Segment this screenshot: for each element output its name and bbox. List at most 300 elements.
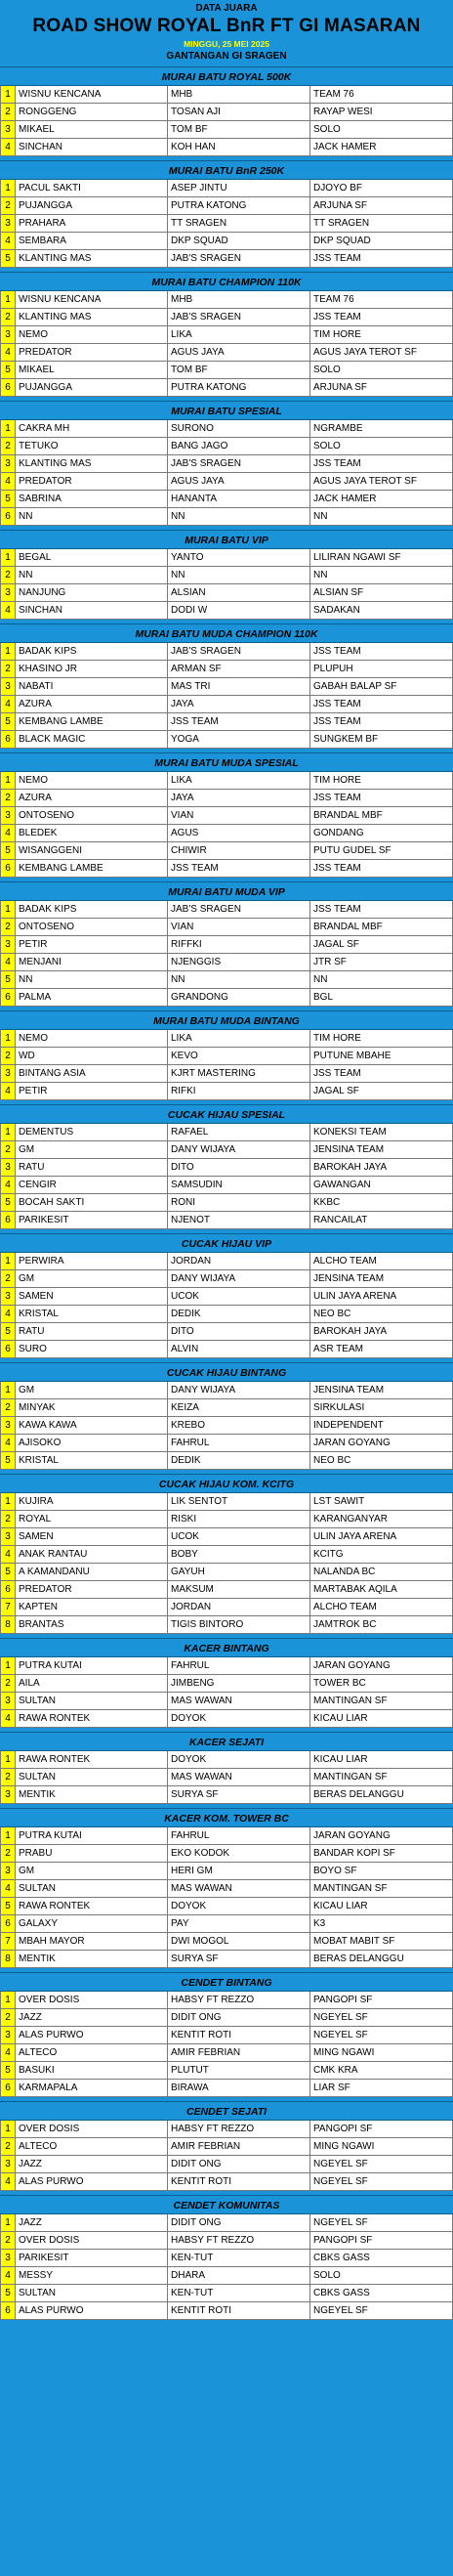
bird-name-cell: PREDATOR — [16, 344, 168, 362]
team-cell: BAROKAH JAYA — [310, 1323, 453, 1341]
bird-name-cell: KEMBANG LAMBE — [16, 713, 168, 731]
team-cell: JENSINA TEAM — [310, 1141, 453, 1159]
table-row — [0, 1511, 453, 1528]
table-row — [0, 197, 453, 215]
owner-cell: JSS TEAM — [168, 713, 310, 731]
team-cell: KKBC — [310, 1194, 453, 1212]
rank-cell: 5 — [0, 971, 16, 989]
team-cell: TEAM 76 — [310, 291, 453, 309]
team-cell: KONEKSI TEAM — [310, 1124, 453, 1141]
table-row — [0, 954, 453, 971]
result-section — [0, 1474, 453, 1634]
owner-cell: DOYOK — [168, 1751, 310, 1769]
rank-cell: 6 — [0, 1581, 16, 1599]
result-section — [0, 1732, 453, 1804]
table-row — [0, 1452, 453, 1470]
table-row — [0, 1083, 453, 1100]
rank-cell: 4 — [0, 1177, 16, 1194]
team-cell: MING NGAWI — [310, 2044, 453, 2062]
table-row — [0, 1382, 453, 1399]
bird-name-cell: BASUKI — [16, 2062, 168, 2080]
owner-cell: NN — [168, 508, 310, 526]
table-row — [0, 2062, 453, 2080]
section-title: MURAI BATU MUDA BINTANG — [0, 1010, 453, 1030]
bird-name-cell: WISNU KENCANA — [16, 86, 168, 104]
bird-name-cell: NEMO — [16, 326, 168, 344]
bird-name-cell: SAMEN — [16, 1288, 168, 1306]
rank-cell: 5 — [0, 2285, 16, 2302]
bird-name-cell: BADAK KIPS — [16, 901, 168, 919]
owner-cell: MAS WAWAN — [168, 1693, 310, 1710]
bird-name-cell: KLANTING MAS — [16, 309, 168, 326]
rank-cell: 2 — [0, 2138, 16, 2156]
bird-name-cell: SULTAN — [16, 1693, 168, 1710]
table-row — [0, 309, 453, 326]
table-row — [0, 1323, 453, 1341]
rank-cell: 6 — [0, 731, 16, 749]
owner-cell: SAMSUDIN — [168, 1177, 310, 1194]
bird-name-cell: KEMBANG LAMBE — [16, 860, 168, 878]
owner-cell: KJRT MASTERING — [168, 1065, 310, 1083]
rank-cell: 1 — [0, 1751, 16, 1769]
owner-cell: BOBY — [168, 1546, 310, 1564]
bird-name-cell: TETUKO — [16, 438, 168, 455]
bird-name-cell: BOCAH SAKTI — [16, 1194, 168, 1212]
team-cell: BERAS DELANGGU — [310, 1951, 453, 1968]
bird-name-cell: ROYAL — [16, 1511, 168, 1528]
section-title: CENDET SEJATI — [0, 2101, 453, 2121]
team-cell: NEO BC — [310, 1452, 453, 1470]
result-section — [0, 623, 453, 749]
bird-name-cell: JAZZ — [16, 2009, 168, 2027]
rank-cell: 3 — [0, 455, 16, 473]
owner-cell: LIKA — [168, 1030, 310, 1048]
table-row — [0, 2214, 453, 2232]
owner-cell: ALSIAN — [168, 584, 310, 602]
owner-cell: BANG JAGO — [168, 438, 310, 455]
result-section — [0, 272, 453, 397]
table-row — [0, 344, 453, 362]
team-cell: GONDANG — [310, 825, 453, 842]
team-cell: BANDAR KOPI SF — [310, 1845, 453, 1863]
owner-cell: SURYA SF — [168, 1786, 310, 1804]
bird-name-cell: RONGGENG — [16, 104, 168, 121]
table-row — [0, 584, 453, 602]
rank-cell: 1 — [0, 1382, 16, 1399]
bird-name-cell: MENTIK — [16, 1951, 168, 1968]
team-cell: JENSINA TEAM — [310, 1270, 453, 1288]
team-cell: NN — [310, 971, 453, 989]
rank-cell: 4 — [0, 2173, 16, 2191]
section-title: CUCAK HIJAU KOM. KCITG — [0, 1474, 453, 1493]
bird-name-cell: MIKAEL — [16, 362, 168, 379]
rank-cell: 3 — [0, 326, 16, 344]
table-row — [0, 1657, 453, 1675]
rank-cell: 1 — [0, 1253, 16, 1270]
section-title: MURAI BATU ROYAL 500K — [0, 66, 453, 86]
rank-cell: 4 — [0, 344, 16, 362]
team-cell: SUNGKEM BF — [310, 731, 453, 749]
owner-cell: DIDIT ONG — [168, 2214, 310, 2232]
section-title: MURAI BATU MUDA SPESIAL — [0, 752, 453, 772]
rank-cell: 2 — [0, 1511, 16, 1528]
rank-cell: 3 — [0, 1159, 16, 1177]
table-row — [0, 508, 453, 526]
owner-cell: LIKA — [168, 772, 310, 790]
bird-name-cell: PERWIRA — [16, 1253, 168, 1270]
bird-name-cell: ONTOSENO — [16, 919, 168, 936]
header-label: DATA JUARA — [195, 3, 258, 14]
bird-name-cell: JAZZ — [16, 2214, 168, 2232]
team-cell: JSS TEAM — [310, 250, 453, 268]
bird-name-cell: MENTIK — [16, 1786, 168, 1804]
rank-cell: 6 — [0, 989, 16, 1007]
table-row — [0, 1751, 453, 1769]
owner-cell: TOSAN AJI — [168, 104, 310, 121]
table-row — [0, 661, 453, 678]
table-row — [0, 139, 453, 156]
bird-name-cell: WD — [16, 1048, 168, 1065]
bird-name-cell: RAWA RONTEK — [16, 1898, 168, 1915]
rank-cell: 6 — [0, 860, 16, 878]
rank-cell: 3 — [0, 1065, 16, 1083]
bird-name-cell: AZURA — [16, 790, 168, 807]
bird-name-cell: PETIR — [16, 936, 168, 954]
table-row — [0, 1493, 453, 1511]
rank-cell: 1 — [0, 420, 16, 438]
table-row — [0, 790, 453, 807]
rank-cell: 1 — [0, 180, 16, 197]
owner-cell: JORDAN — [168, 1253, 310, 1270]
owner-cell: CHIWIR — [168, 842, 310, 860]
owner-cell: DEDIK — [168, 1306, 310, 1323]
bird-name-cell: MESSY — [16, 2267, 168, 2285]
owner-cell: JORDAN — [168, 1599, 310, 1616]
owner-cell: MAS TRI — [168, 678, 310, 696]
rank-cell: 3 — [0, 1693, 16, 1710]
bird-name-cell: RAWA RONTEK — [16, 1751, 168, 1769]
bird-name-cell: ANAK RANTAU — [16, 1546, 168, 1564]
table-row — [0, 1141, 453, 1159]
bird-name-cell: PUJANGGA — [16, 379, 168, 397]
rank-cell: 4 — [0, 473, 16, 491]
owner-cell: TOM BF — [168, 362, 310, 379]
owner-cell: KOH HAN — [168, 139, 310, 156]
table-row — [0, 678, 453, 696]
team-cell: GABAH BALAP SF — [310, 678, 453, 696]
rank-cell: 5 — [0, 1564, 16, 1581]
owner-cell: LIK SENTOT — [168, 1493, 310, 1511]
team-cell: NGEYEL SF — [310, 2173, 453, 2191]
table-row — [0, 121, 453, 139]
team-cell: AGUS JAYA TEROT SF — [310, 344, 453, 362]
team-cell: NGEYEL SF — [310, 2009, 453, 2027]
owner-cell: NN — [168, 567, 310, 584]
team-cell: SOLO — [310, 438, 453, 455]
owner-cell: DANY WIJAYA — [168, 1382, 310, 1399]
owner-cell: DHARA — [168, 2267, 310, 2285]
page-title: ROAD SHOW ROYAL BnR FT GI MASARAN — [32, 16, 421, 36]
rank-cell: 6 — [0, 2080, 16, 2097]
bird-name-cell: KLANTING MAS — [16, 455, 168, 473]
team-cell: NGEYEL SF — [310, 2027, 453, 2044]
rank-cell: 2 — [0, 2232, 16, 2250]
rank-cell: 1 — [0, 549, 16, 567]
result-section — [0, 1010, 453, 1100]
team-cell: PUTU GUDEL SF — [310, 842, 453, 860]
owner-cell: JAB'S SRAGEN — [168, 250, 310, 268]
rank-cell: 1 — [0, 2121, 16, 2138]
team-cell: NN — [310, 508, 453, 526]
bird-name-cell: BADAK KIPS — [16, 643, 168, 661]
table-row — [0, 1270, 453, 1288]
team-cell: KICAU LIAR — [310, 1898, 453, 1915]
owner-cell: JAB'S SRAGEN — [168, 643, 310, 661]
table-row — [0, 842, 453, 860]
table-row — [0, 2044, 453, 2062]
table-row — [0, 1435, 453, 1452]
owner-cell: NN — [168, 971, 310, 989]
owner-cell: SURONO — [168, 420, 310, 438]
bird-name-cell: OVER DOSIS — [16, 2232, 168, 2250]
bird-name-cell: ALAS PURWO — [16, 2027, 168, 2044]
team-cell: NGEYEL SF — [310, 2214, 453, 2232]
owner-cell: JAYA — [168, 790, 310, 807]
bird-name-cell: ALAS PURWO — [16, 2173, 168, 2191]
team-cell: MING NGAWI — [310, 2138, 453, 2156]
rank-cell: 5 — [0, 713, 16, 731]
owner-cell: RIFFKI — [168, 936, 310, 954]
bird-name-cell: RATU — [16, 1159, 168, 1177]
rank-cell: 3 — [0, 936, 16, 954]
rank-cell: 5 — [0, 2062, 16, 2080]
bird-name-cell: KLANTING MAS — [16, 250, 168, 268]
rank-cell: 2 — [0, 104, 16, 121]
table-row — [0, 2138, 453, 2156]
team-cell: NGRAMBE — [310, 420, 453, 438]
team-cell: TIM HORE — [310, 1030, 453, 1048]
rank-cell: 1 — [0, 1124, 16, 1141]
table-row — [0, 215, 453, 233]
bird-name-cell: SAMEN — [16, 1528, 168, 1546]
bird-name-cell: PRABU — [16, 1845, 168, 1863]
bird-name-cell: KRISTAL — [16, 1306, 168, 1323]
rank-cell: 7 — [0, 1599, 16, 1616]
bird-name-cell: PETIR — [16, 1083, 168, 1100]
bird-name-cell: OVER DOSIS — [16, 2121, 168, 2138]
table-row — [0, 2080, 453, 2097]
section-title: MURAI BATU VIP — [0, 530, 453, 549]
bird-name-cell: PALMA — [16, 989, 168, 1007]
owner-cell: YOGA — [168, 731, 310, 749]
table-row — [0, 2121, 453, 2138]
table-row — [0, 180, 453, 197]
bird-name-cell: SINCHAN — [16, 602, 168, 620]
owner-cell: MAKSUM — [168, 1581, 310, 1599]
owner-cell: UCOK — [168, 1288, 310, 1306]
bird-name-cell: SEMBARA — [16, 233, 168, 250]
section-title: KACER KOM. TOWER BC — [0, 1808, 453, 1827]
team-cell: JTR SF — [310, 954, 453, 971]
owner-cell: HABSY FT REZZO — [168, 1992, 310, 2009]
owner-cell: EKO KODOK — [168, 1845, 310, 1863]
section-title: CENDET KOMUNITAS — [0, 2195, 453, 2214]
table-row — [0, 919, 453, 936]
table-row — [0, 901, 453, 919]
rank-cell: 1 — [0, 1493, 16, 1511]
owner-cell: DANY WIJAYA — [168, 1270, 310, 1288]
team-cell: PANGOPI SF — [310, 1992, 453, 2009]
bird-name-cell: RAWA RONTEK — [16, 1710, 168, 1728]
bird-name-cell: MENJANI — [16, 954, 168, 971]
owner-cell: SURYA SF — [168, 1951, 310, 1968]
table-row — [0, 438, 453, 455]
rank-cell: 6 — [0, 508, 16, 526]
table-row — [0, 1693, 453, 1710]
owner-cell: AMIR FEBRIAN — [168, 2138, 310, 2156]
table-row — [0, 1933, 453, 1951]
bird-name-cell: NN — [16, 567, 168, 584]
team-cell: JSS TEAM — [310, 713, 453, 731]
owner-cell: RONI — [168, 1194, 310, 1212]
team-cell: BERAS DELANGGU — [310, 1786, 453, 1804]
bird-name-cell: NABATI — [16, 678, 168, 696]
owner-cell: JAB'S SRAGEN — [168, 901, 310, 919]
owner-cell: ASEP JINTU — [168, 180, 310, 197]
result-section — [0, 401, 453, 526]
rank-cell: 3 — [0, 121, 16, 139]
bird-name-cell: GM — [16, 1270, 168, 1288]
table-row — [0, 2285, 453, 2302]
bird-name-cell: GM — [16, 1141, 168, 1159]
rank-cell: 3 — [0, 1417, 16, 1435]
rank-cell: 2 — [0, 567, 16, 584]
table-row — [0, 420, 453, 438]
team-cell: JARAN GOYANG — [310, 1435, 453, 1452]
results-sections — [0, 66, 453, 2320]
team-cell: TIM HORE — [310, 772, 453, 790]
bird-name-cell: KAPTEN — [16, 1599, 168, 1616]
table-row — [0, 860, 453, 878]
owner-cell: DITO — [168, 1159, 310, 1177]
team-cell: BRANDAL MBF — [310, 807, 453, 825]
table-row — [0, 1616, 453, 1634]
team-cell: SOLO — [310, 121, 453, 139]
result-section — [0, 66, 453, 156]
bird-name-cell: CAKRA MH — [16, 420, 168, 438]
bird-name-cell: BRANTAS — [16, 1616, 168, 1634]
rank-cell: 6 — [0, 1915, 16, 1933]
table-row — [0, 549, 453, 567]
table-row — [0, 1194, 453, 1212]
team-cell: MANTINGAN SF — [310, 1693, 453, 1710]
owner-cell: LIKA — [168, 326, 310, 344]
team-cell: KICAU LIAR — [310, 1710, 453, 1728]
bird-name-cell: GM — [16, 1863, 168, 1880]
rank-cell: 4 — [0, 1306, 16, 1323]
rank-cell: 2 — [0, 1675, 16, 1693]
team-cell: ULIN JAYA ARENA — [310, 1288, 453, 1306]
result-section — [0, 1362, 453, 1470]
rank-cell: 1 — [0, 772, 16, 790]
table-row — [0, 473, 453, 491]
team-cell: JSS TEAM — [310, 790, 453, 807]
rank-cell: 2 — [0, 309, 16, 326]
table-row — [0, 2027, 453, 2044]
table-row — [0, 825, 453, 842]
rank-cell: 4 — [0, 1083, 16, 1100]
bird-name-cell: NN — [16, 508, 168, 526]
bird-name-cell: WISNU KENCANA — [16, 291, 168, 309]
table-row — [0, 2173, 453, 2191]
table-row — [0, 1399, 453, 1417]
team-cell: BGL — [310, 989, 453, 1007]
team-cell: JARAN GOYANG — [310, 1657, 453, 1675]
team-cell: GAWANGAN — [310, 1177, 453, 1194]
owner-cell: KENTIT ROTI — [168, 2173, 310, 2191]
bird-name-cell: CENGIR — [16, 1177, 168, 1194]
table-row — [0, 491, 453, 508]
bird-name-cell: MIKAEL — [16, 121, 168, 139]
section-title: CUCAK HIJAU BINTANG — [0, 1362, 453, 1382]
team-cell: RANCAILAT — [310, 1212, 453, 1229]
team-cell: ARJUNA SF — [310, 379, 453, 397]
table-row — [0, 1159, 453, 1177]
owner-cell: PUTRA KATONG — [168, 197, 310, 215]
table-row — [0, 989, 453, 1007]
table-row — [0, 1124, 453, 1141]
team-cell: SOLO — [310, 2267, 453, 2285]
team-cell: JACK HAMER — [310, 139, 453, 156]
rank-cell: 2 — [0, 1399, 16, 1417]
section-title: CUCAK HIJAU SPESIAL — [0, 1104, 453, 1124]
team-cell: CBKS GASS — [310, 2250, 453, 2267]
result-section — [0, 1233, 453, 1358]
rank-cell: 6 — [0, 2302, 16, 2320]
owner-cell: KEN-TUT — [168, 2285, 310, 2302]
result-section — [0, 752, 453, 878]
table-row — [0, 1710, 453, 1728]
team-cell: NGEYEL SF — [310, 2156, 453, 2173]
owner-cell: VIAN — [168, 919, 310, 936]
table-row — [0, 1253, 453, 1270]
rank-cell: 1 — [0, 1992, 16, 2009]
owner-cell: PLUTUT — [168, 2062, 310, 2080]
team-cell: JAGAL SF — [310, 1083, 453, 1100]
bird-name-cell: BEGAL — [16, 549, 168, 567]
team-cell: MANTINGAN SF — [310, 1880, 453, 1898]
team-cell: JSS TEAM — [310, 901, 453, 919]
bird-name-cell: ALTECO — [16, 2044, 168, 2062]
bird-name-cell: OVER DOSIS — [16, 1992, 168, 2009]
owner-cell: YANTO — [168, 549, 310, 567]
rank-cell: 1 — [0, 1827, 16, 1845]
table-row — [0, 1212, 453, 1229]
rank-cell: 4 — [0, 602, 16, 620]
rank-cell: 5 — [0, 842, 16, 860]
table-row — [0, 807, 453, 825]
rank-cell: 6 — [0, 379, 16, 397]
rank-cell: 7 — [0, 1933, 16, 1951]
rank-cell: 4 — [0, 2044, 16, 2062]
bird-name-cell: MINYAK — [16, 1399, 168, 1417]
bird-name-cell: ALAS PURWO — [16, 2302, 168, 2320]
rank-cell: 5 — [0, 362, 16, 379]
bird-name-cell: BINTANG ASIA — [16, 1065, 168, 1083]
rank-cell: 2 — [0, 2009, 16, 2027]
rank-cell: 1 — [0, 291, 16, 309]
table-row — [0, 1288, 453, 1306]
